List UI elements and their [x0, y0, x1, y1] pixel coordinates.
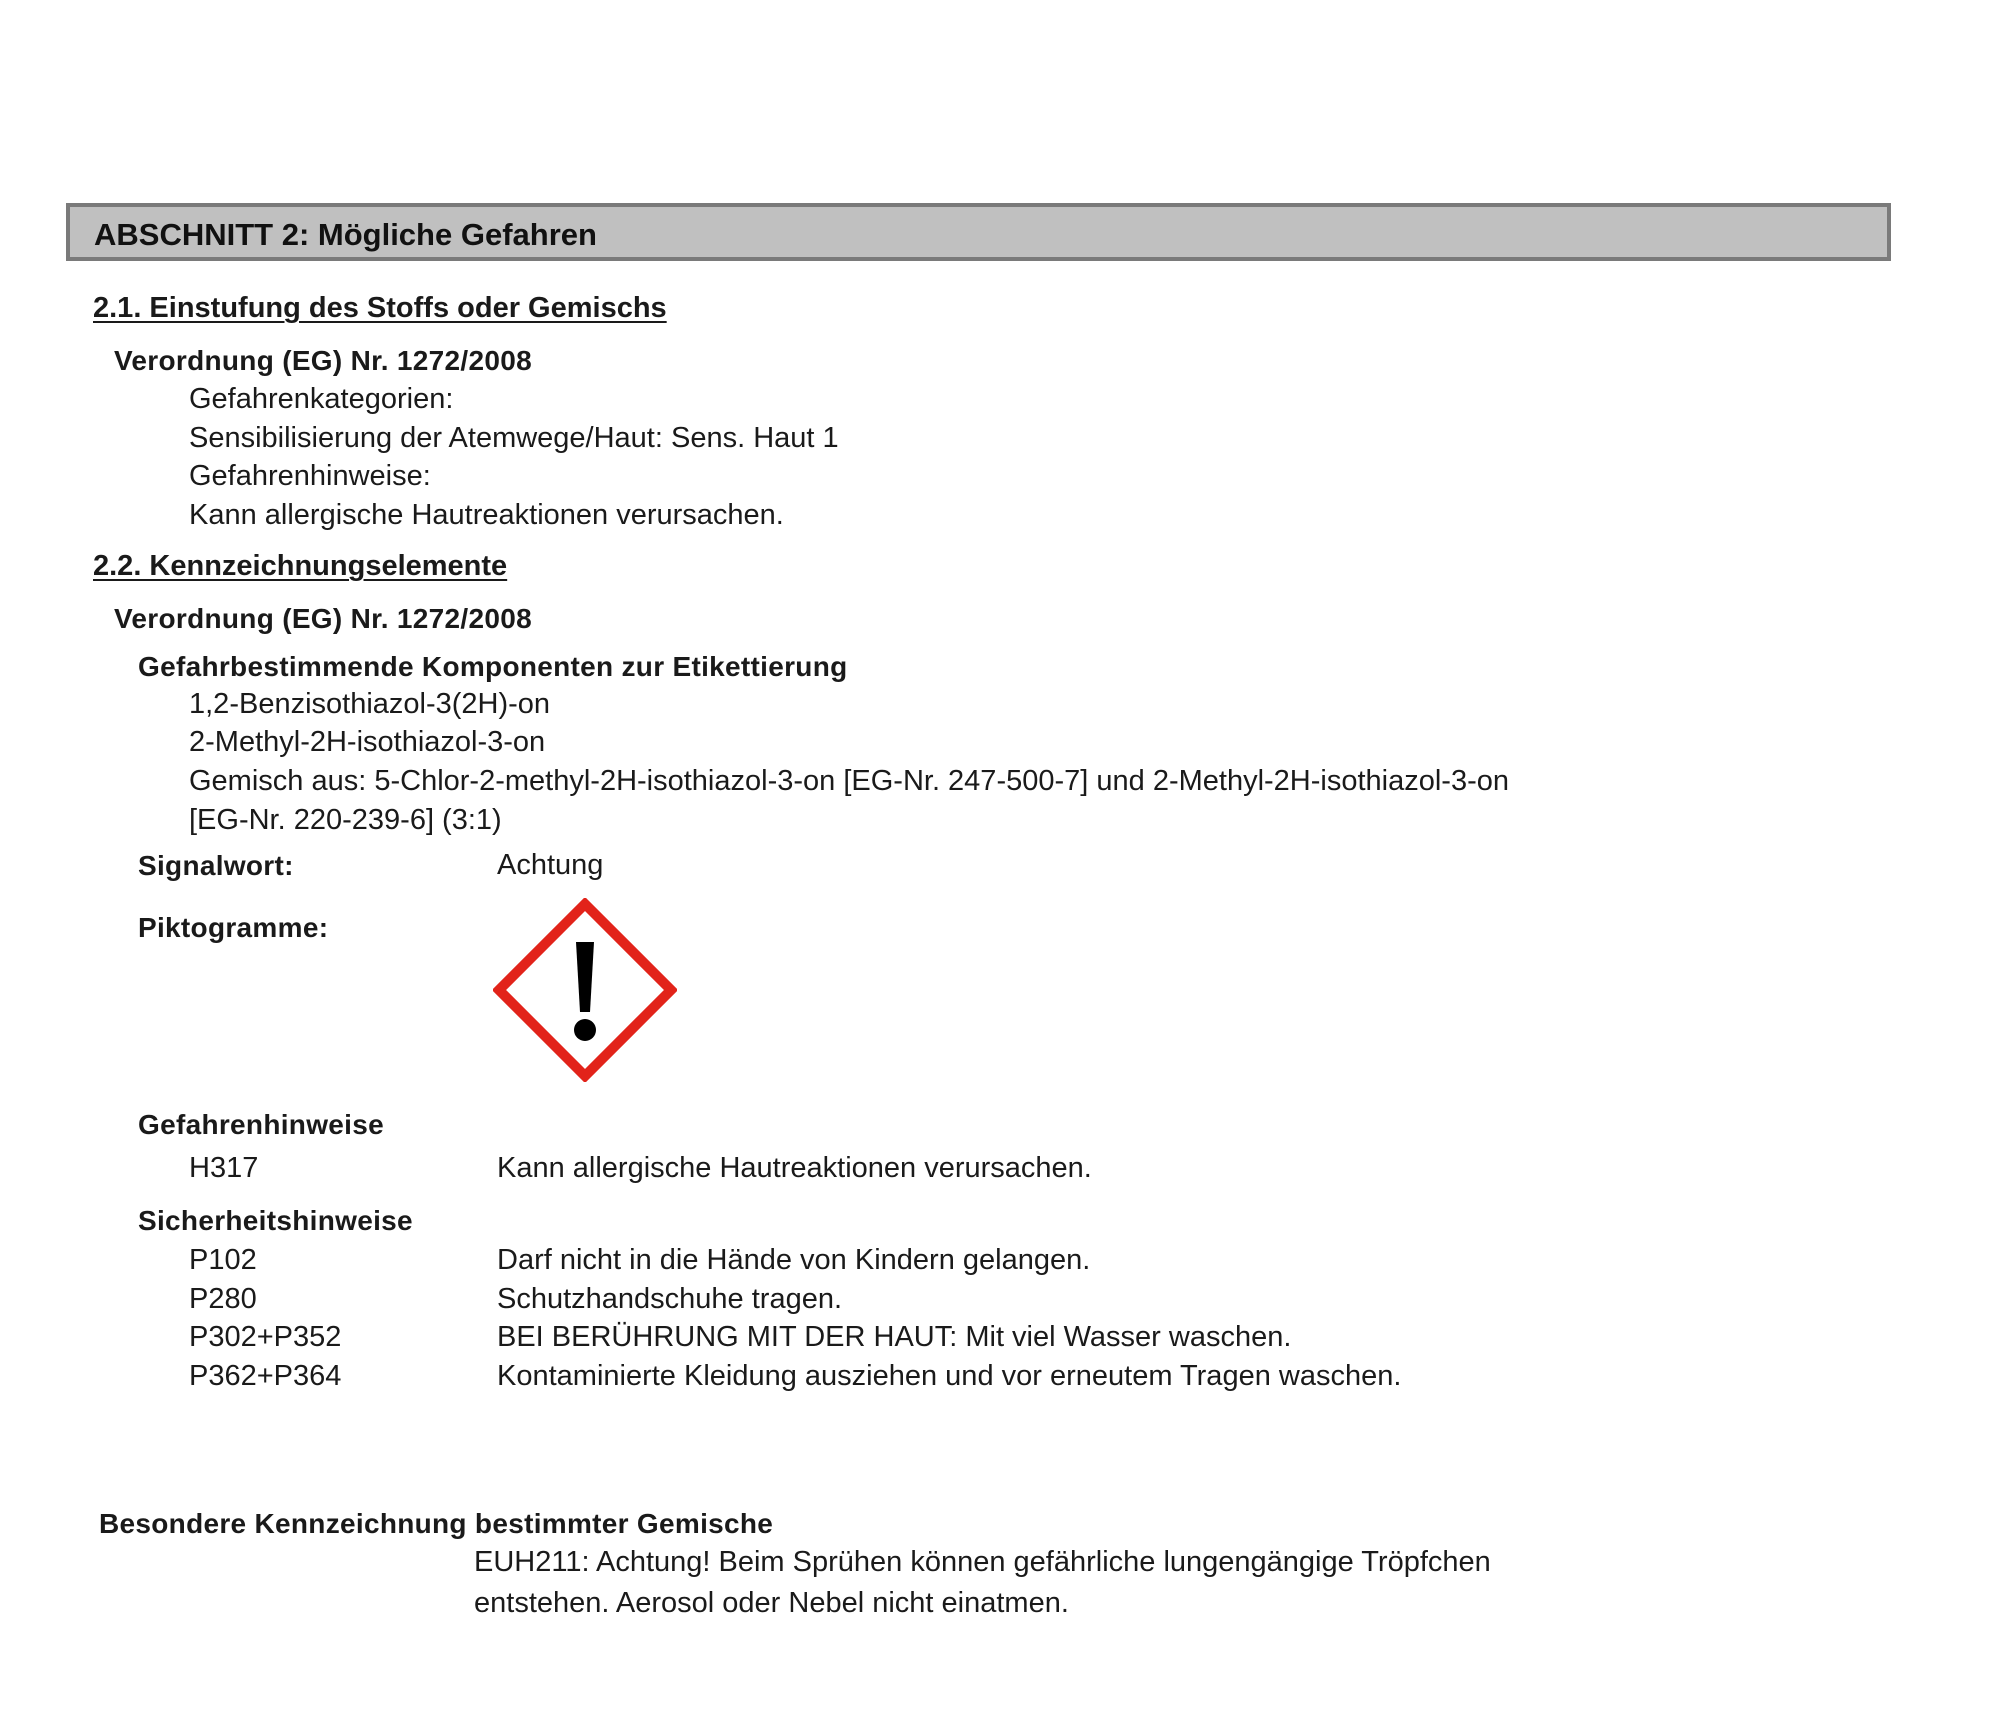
precautionary-label: Sicherheitshinweise — [138, 1205, 413, 1236]
hazard-label: Gefahrenhinweise: — [189, 460, 431, 492]
special-line: entstehen. Aerosol oder Nebel nicht einatmen. — [474, 1587, 1069, 1619]
special-label: Besondere Kennzeichnung bestimmter Gemische — [99, 1508, 774, 1539]
classification-heading: 2.1. Einstufung des Stoffs oder Gemischs — [93, 292, 667, 324]
pictograms-label: Piktogramme: — [138, 912, 329, 943]
signal-value: Achtung — [497, 849, 604, 881]
section-header — [66, 203, 1891, 261]
labelling-regulation: Verordnung (EG) Nr. 1272/2008 — [114, 603, 532, 634]
hazard-text: Kann allergische Hautreaktionen verursachen. — [497, 1152, 1092, 1184]
signal-label: Signalwort: — [138, 850, 294, 881]
component-item: Gemisch aus: 5-Chlor-2-methyl-2H-isothiazol-3-on [EG-Nr. 247-500-7] und 2-Methyl-2H-isothiazol-3-on — [189, 765, 1510, 797]
categories-label: Gefahrenkategorien: — [189, 383, 454, 415]
component-item: 2-Methyl-2H-isothiazol-3-on — [189, 726, 546, 758]
component-item: 1,2-Benzisothiazol-3(2H)-on — [189, 688, 551, 720]
precautionary-text: BEI BERÜHRUNG MIT DER HAUT: Mit viel Wasser waschen. — [497, 1321, 1292, 1353]
precautionary-text: Kontaminierte Kleidung ausziehen und vor erneutem Tragen waschen. — [497, 1360, 1402, 1392]
components-label: Gefahrbestimmende Komponenten zur Etikettierung — [138, 651, 848, 682]
section-title: ABSCHNITT 2: Mögliche Gefahren — [94, 217, 597, 252]
hazard-value: Kann allergische Hautreaktionen verursachen. — [189, 499, 784, 531]
labelling-heading: 2.2. Kennzeichnungselemente — [93, 550, 508, 582]
special-line: EUH211: Achtung! Beim Sprühen können gefährliche lungengängige Tröpfchen — [474, 1546, 1491, 1578]
precautionary-code: P102 — [189, 1244, 257, 1276]
precautionary-code: P302+P352 — [189, 1321, 342, 1353]
hazard-code: H317 — [189, 1152, 259, 1184]
categories-value: Sensibilisierung der Atemwege/Haut: Sens. Haut 1 — [189, 422, 839, 454]
precautionary-code: P362+P364 — [189, 1360, 342, 1392]
precautionary-code: P280 — [189, 1283, 257, 1315]
hazard-statements-label: Gefahrenhinweise — [138, 1109, 384, 1140]
component-item: [EG-Nr. 220-239-6] (3:1) — [189, 804, 502, 836]
ghs07-exclamation-mark-icon — [493, 898, 677, 1082]
precautionary-text: Darf nicht in die Hände von Kindern gelangen. — [497, 1244, 1091, 1276]
precautionary-text: Schutzhandschuhe tragen. — [497, 1283, 843, 1315]
classification-regulation: Verordnung (EG) Nr. 1272/2008 — [114, 345, 532, 376]
